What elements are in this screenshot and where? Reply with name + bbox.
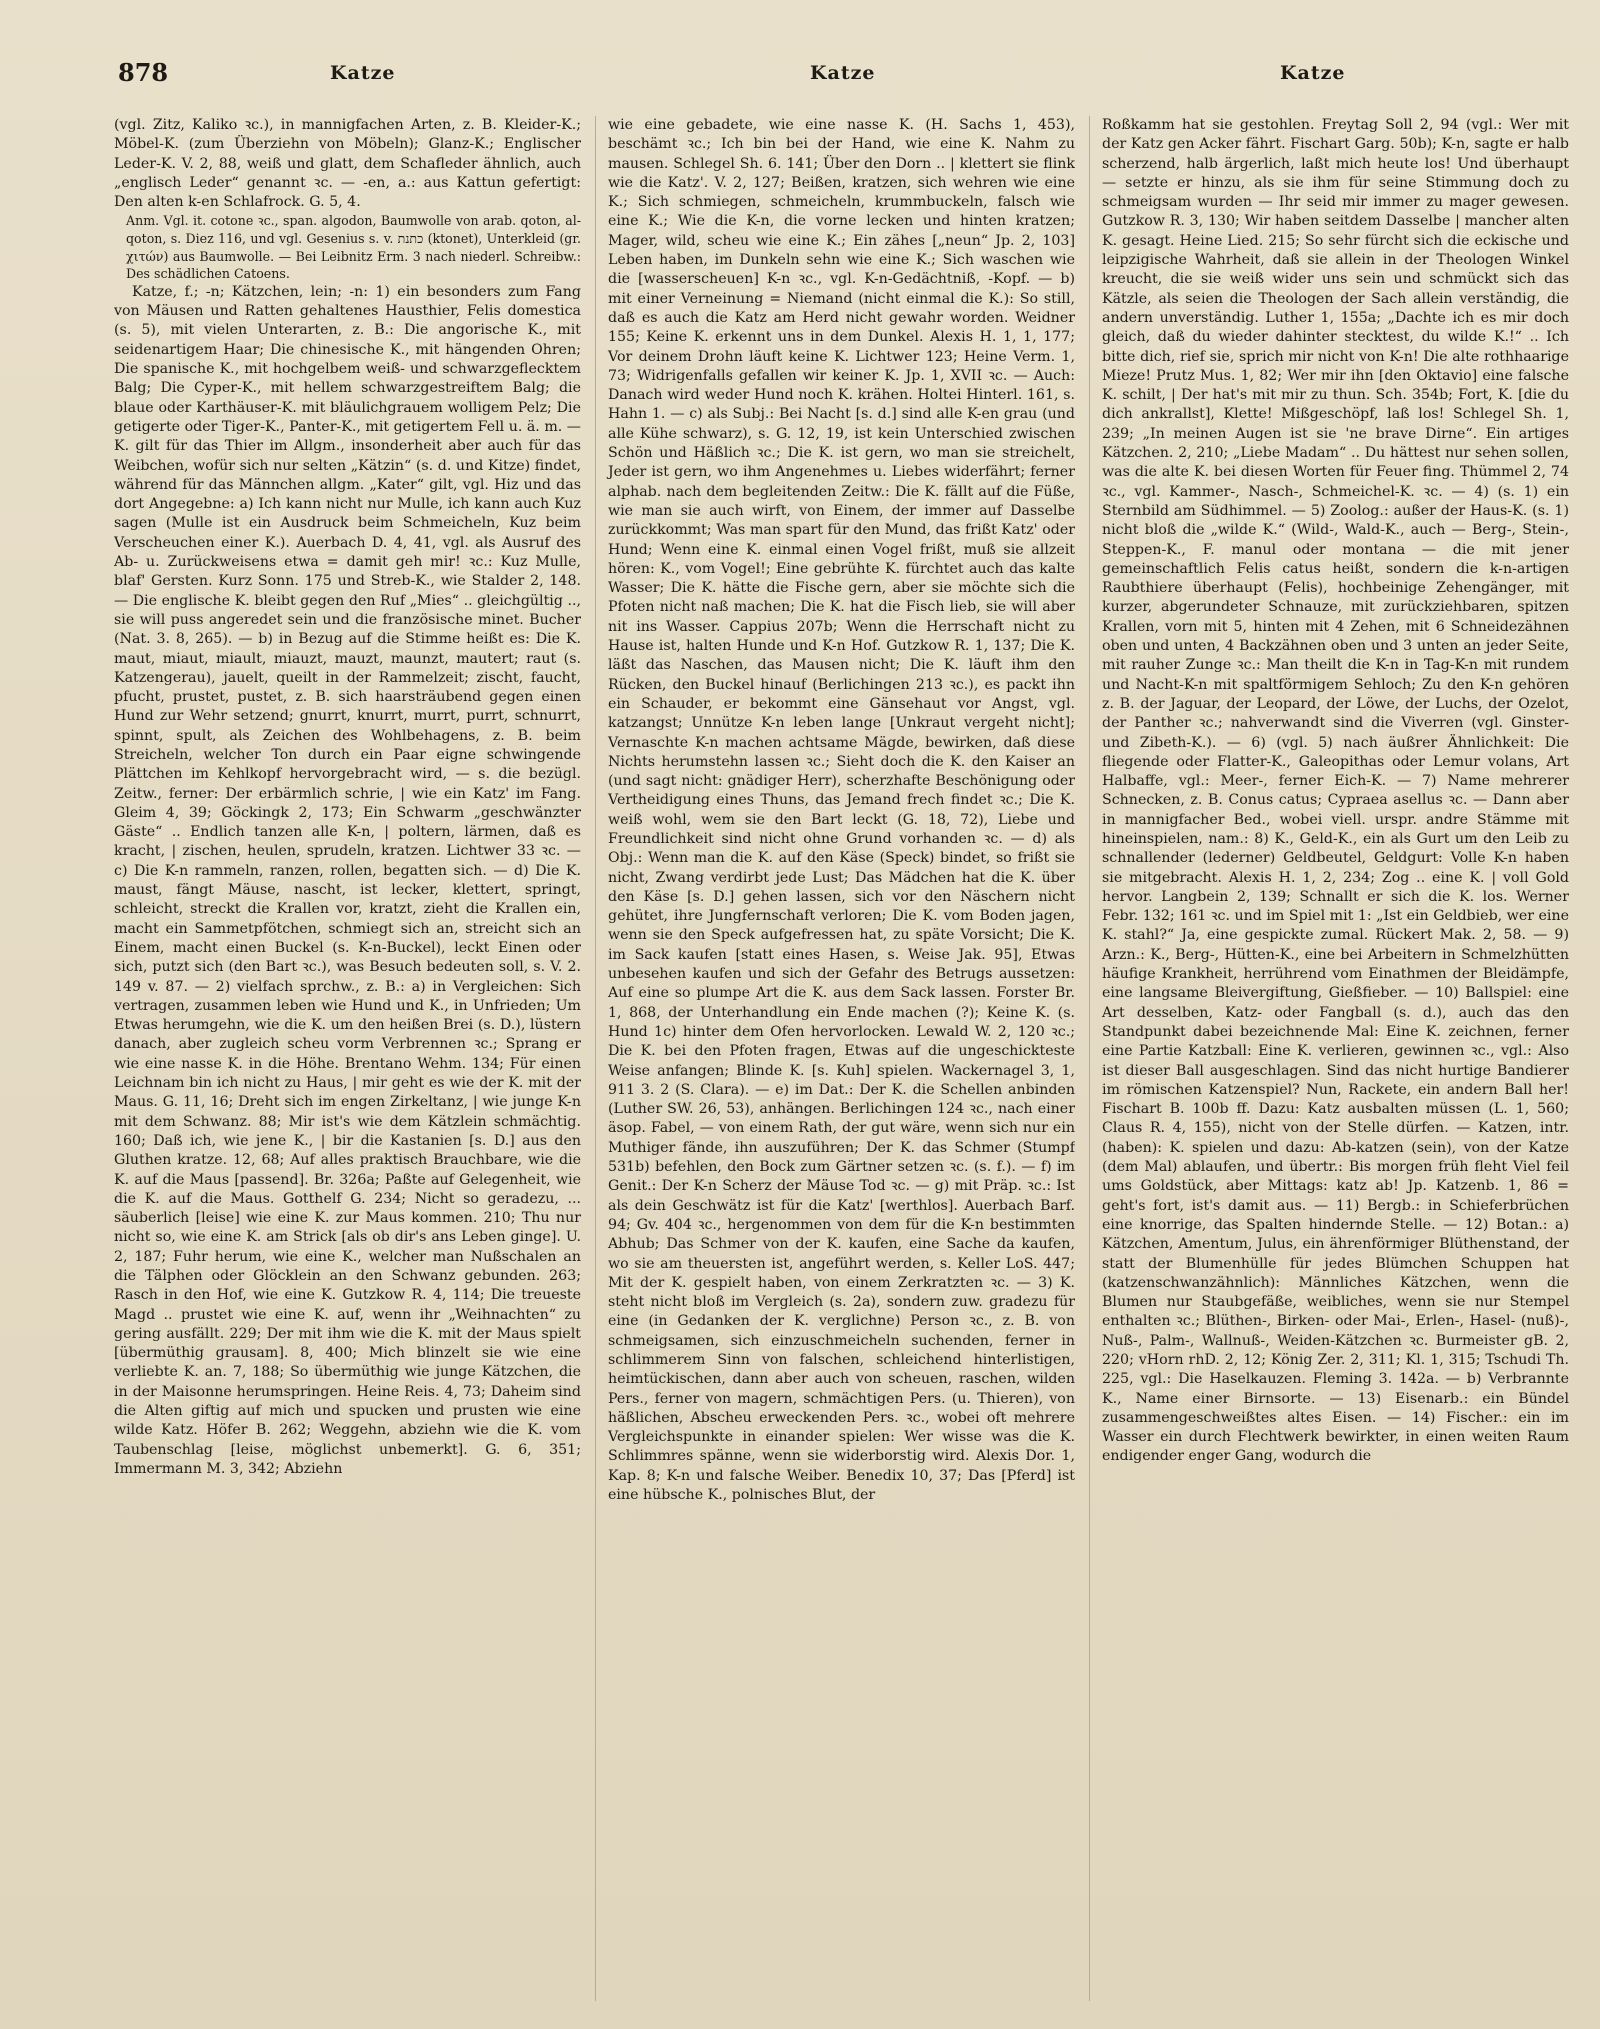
column-2 (595, 116, 1075, 2001)
text-columns (114, 116, 1569, 2001)
entry-katze-continued-2: Roßkamm hat sie gestohlen. Freytag Soll 2, 94 (vgl.: Wer mit der Katz gen Acker fährt. Fischart Garg. 50b); K-n, sagte er halb scherzend, halb ärgerlich, laßt mich heute los! Und überhaupt — setzte er hinzu, als sie ihm für seine Stimmung doch zu schmeigsam wurden — Ihr seid mir immer zu mager gewesen. Gutzkow R. 3, 130; Wir haben seitdem Dasselbe | mancher alten K. gesagt. Heine Lied. 215; So sehr fürcht sich die eckische und leipzigische Wahrheit, daß sie allein in der Theologen Winkel kreucht, die sie weiß wider uns sein und schmückt sich das Kätzle, als seien die Theologen der Sach allein verständig, die andern unverständig. Luther 1, 155a; „Dachte ich es mir doch gleich, daß du wieder dahinter stecktest, du wilde K.!“ .. Ich bitte dich, rief sie, sprich mir nicht von K-n! Die alte rothhaarige Mieze! Prutz Mus. 1, 82; Wer mir ihn [den Oktavio] eine falsche K. schilt, | Der hat's mit mir zu thun. Sch. 354b; Fort, K. [die du dich ankrallst], Klette! Mißgeschöpf, laß los! Schlegel Sh. 1, 239; „In meinen Augen ist sie 'ne brave Dirne“. Ein artiges Kätzchen. 2, 210; „Liebe Madam“ .. Du hättest nur sehen sollen, was die alte K. bei diesen Worten für Feuer fing. Thümmel 2, 74 ꝛc., vgl. Kammer-, Nasch-, Schmeichel-K. ꝛc. — 4) (s. 1) ein Sternbild am Südhimmel. — 5) Zoolog.: außer der Haus-K. (s. 1) nicht bloß die „wilde K.“ (Wild-, Wald-K., auch — Berg-, Stein-, Steppen-K., F. manul oder montana — die mit jener gemeinschaftlich Felis catus heißt, sondern die k-n-artigen Raubthiere überhaupt (Felis), hochbeinige Zehengänger, mit kurzer, abgerundeter Schnauze, mit zurückziehbaren, spitzen Krallen, vorn mit 5, hinten mit 4 Zehen, mit 6 Schneidezähnen oben und unten, 4 Backzähnen oben und 3 unten an jeder Seite, mit rauher Zunge ꝛc.: Man theilt die K-n in Tag-K-n mit rundem und Nacht-K-n mit spaltförmigem Sehloch; Zu den K-n gehören z. B. der Jaguar, der Leopard, der Löwe, der Luchs, der Ozelot, der Panther ꝛc.; nahverwandt sind die Viverren (vgl. Ginster- und Zibeth-K.). — 6) (vgl. 5) nach äußrer Ähnlichkeit: Die fliegende oder Flatter-K., Galeopithas oder Lemur volans, Art Halbaffe, vgl.: Meer-, ferner Eich-K. — 7) Name mehrerer Schnecken, z. B. Conus catus; Cypraea asellus ꝛc. — Dann aber in mannigfacher Bed., wobei viell. urspr. andre Stämme mit hineinspielen, nam.: 8) K., Geld-K., ein als Gurt um den Leib zu schnallender (lederner) Geldbeutel, Geldgurt: Volle K-n haben sie mitgebracht. Alexis H. 1, 2, 234; Zog .. eine K. | voll Gold hervor. Langbein 2, 139; Schnallt er sich die K. los. Werner Febr. 132; 161 ꝛc. und im Spiel mit 1: „Ist ein Geldbieb, wer eine K. stahl?“ Ja, eine gespickte zumal. Rückert Mak. 2, 58. — 9) Arzn.: K., Berg-, Hütten-K., eine bei Arbeitern in Schmelzhütten häufige Krankheit, herrührend vom Einathmen der Bleidämpfe, eine langsame Bleivergiftung, Gießfieber. — 10) Ballspiel: eine Art desselben, Katz- oder Fangball (s. d.), auch das den Standpunkt dabei bezeichnende Mal: Eine K. zeichnen, ferner eine Partie Katzball: Eine K. verlieren, gewinnen ꝛc., vgl.: Also ist dieser Ball ausgeschlagen. Sind das nicht hurtige Bandierer im römischen Katzenspiel? Nun, Rackete, ein andern Ball her! Fischart B. 100b ff. Dazu: Katz ausbalten müssen (L. 1, 560; Claus R. 4, 155), nicht von der Stelle dürfen. — Katzen, intr. (haben): K. spielen und dazu: Ab-katzen (sein), von der Katze (dem Mal) ablaufen, und übertr.: Bis morgen früh fleht Viel feil ums Goldstück, aber Mittags: katz ab! Jp. Katzenb. 1, 86 = geht's fort, ist's damit aus. — 11) Bergb.: in Schieferbrüchen eine knorrige, das Spalten hindernde Stelle. — 12) Botan.: a) Kätzchen, Amentum, Julus, ein ährenförmiger Blüthenstand, der statt der Blumenhülle für jedes Blümchen Schuppen hat (katzenschwanzähnlich): Männliches Kätzchen, wenn die Blumen nur Staubgefäße, weibliches, wenn sie nur Stempel enthalten ꝛc.; Blüthen-, Birken- oder Mai-, Erlen-, Hasel- (nuß)-, Nuß-, Palm-, Wallnuß-, Weiden-Kätzchen ꝛc. Burmeister gB. 2, 220; vHorn rhD. 2, 12; König Zer. 2, 311; Kl. 1, 315; Tschudi Th. 225, vgl.: Die Haselkauzen. Fleming 3. 142a. — b) Verbrannte K., Name einer Birnsorte. — 13) Eisenarb.: ein Bündel zusammengeschweißtes altes Eisen. — 14) Fischer.: ein im Wasser ein durch Flechtwerk bewirkter, in einen weiten Raum endigender enger Gang, wodurch die (1102, 117, 1569, 1465)
running-head-left: Katze (330, 62, 396, 84)
column-1 (114, 116, 581, 2001)
page-header (110, 58, 1520, 98)
running-head-center: Katze (810, 62, 876, 84)
entry-katze-continued-1: wie eine gebadete, wie eine nasse K. (H. Sachs 1, 453), beschämt ꝛc.; Ich bin bei der Hand, wie eine K. Nahm zu mausen. Schlegel Sh. 6. 141; Über den Dorn .. | klettert sie flink wie die Katz'. V. 2, 127; Beißen, kratzen, sich wehren wie eine K.; Sich schmiegen, schmeicheln, krummbuckeln, falsch wie eine K.; Wie die K-n, die vorne lecken und hinten kratzen; Mager, wild, scheu wie eine K.; Ein zähes [„neun“ Jp. 2, 103] Leben haben, im Dunkeln sehn wie eine K.; Sich waschen wie die [wasserscheuen] K-n ꝛc., vgl. K-n-Gedächtniß, -Kopf. — b) mit einer Verneinung = Niemand (nicht einmal die K.): So still, daß es auch die Katz am Herd nicht gewahr worden. Weidner 155; Keine K. erkennt uns in dem Dunkel. Alexis H. 1, 1, 177; Vor deinem Drohn läuft keine K. Lichtwer 123; Heine Verm. 1, 73; Widrigenfalls gefallen wir keiner K. Jp. 1, XVII ꝛc. — Auch: Danach wird weder Hund noch K. krähen. Holtei Hinterl. 161, s. Hahn 1. — c) als Subj.: Bei Nacht [s. d.] sind alle K-en grau (und alle Kühe schwarz), s. G. 12, 19, ist kein Unterschied zwischen Schön und Häßlich ꝛc.; Die K. ist gern, wo man sie streichelt, Jeder ist gern, wo ihm Angenehmes u. Liebes widerfährt; ferner alphab. nach dem begleitenden Zeitw.: Die K. fällt auf die Füße, wie man sie auch wirft, von Einem, der immer auf Dasselbe zurückkommt; Was man spart für den Mund, das frißt Katz' oder Hund; Wenn eine K. einmal einen Vogel frißt, muß sie allzeit hören: K., vom Vogel!; Eine gebrühte K. fürchtet auch das kalte Wasser; Die K. hätte die Fische gern, aber sie möchte sich die Pfoten nicht naß machen; Die K. hat die Fisch lieb, sie will aber nit ins Wasser. Cappius 207b; Wenn die Herrschaft nicht zu Hause ist, halten Hunde und K-n Hof. Gutzkow R. 1, 137; Die K. läßt das Naschen, das Mausen nicht; Die K. läuft ihm den Rücken, den Buckel hinauf (Berlichingen 213 ꝛc.), es packt ihn ein Schauder, er bekommt eine Gänsehaut vor Angst, vgl. katzangst; Unnütze K-n leben lange [Unkraut vergeht nicht]; Vernaschte K-n machen achtsame Mägde, bewirken, daß diese Nichts herumstehn lassen ꝛc.; Sieht doch die K. den Kaiser an (und sagt nicht: gnädiger Herr), scherzhafte Beschönigung oder Vertheidigung eines Thuns, das Jemand frech findet ꝛc.; Die K. weiß wohl, wem sie den Bart leckt (G. 18, 72), Liebe und Freundlichkeit sind nicht ohne Grund vorhanden ꝛc. — d) als Obj.: Wenn man die K. auf den Käse (Speck) bindet, so frißt sie nicht, Zwang verdirbt jede Lust; Das Mädchen hat die K. über den Käse [s. D.] gehen lassen, sich vor den Näschern nicht gehütet, ihre Jungfernschaft verloren; Die K. vom Boden jagen, wenn sie den Speck aufgefressen hat, zu späte Vorsicht; Die K. im Sack kaufen [statt eines Hasen, s. Weise Jak. 95], Etwas unbesehen kaufen und sich der Gefahr des Betrugs aussetzen: Auf eine so plumpe Art die K. aus dem Sack lassen. Forster Br. 1, 868, der Unterhandlung ein Ende machen (?); Keine K. (s. Hund 1c) hinter dem Ofen hervorlocken. Lewald W. 2, 120 ꝛc.; Die K. bei den Pfoten fragen, Etwas auf die ungeschickteste Weise anfangen; Blinde K. [s. Kuh] spielen. Wackernagel 3, 1, 911 3. 2 (S. Clara). — e) im Dat.: Der K. die Schellen anbinden (Luther SW. 26, 53), anhängen. Berlichingen 124 ꝛc., nach einer äsop. Fabel, — von einem Rath, der gut wäre, wenn sich nur ein Muthiger fände, ihn auszuführen; Der K. das Schmer (Stumpf 531b) befehlen, den Bock zum Gärtner setzen ꝛc. (s. f.). — f) im Genit.: Der K-n Scherz der Mäuse Tod ꝛc. — g) mit Präp. ꝛc.: Ist als dein Geschwätz ist für die Katz' [werthlos]. Auerbach Barf. 94; Gv. 404 ꝛc., hergenommen von dem für die K-n bestimmten Abhub; Das Schmer von der K. kaufen, eine Sache da kaufen, wo sie am theuersten ist, angeführt werden, s. Keller LoS. 447; Mit der K. gespielt haben, von einem Zerkratzten ꝛc. — 3) K. steht nicht bloß im Vergleich (s. 2a), sondern zuw. gradezu für eine (in Gedanken der K. verglichne) Person ꝛc., z. B. von schmeigsamen, sich einzuschmeicheln suchenden, ferner in schlimmerem Sinn von falschen, schleichend hinterlistigen, heimtückischen, dann aber auch von scheuen, raschen, wilden Pers., ferner von magern, schmächtigen Pers. (u. Thieren), von häßlichen, Abscheu erweckenden Pers. ꝛc., wobei oft mehrere Vergleichspunkte in einander spielen: Wer wisse was die K. Schlimmres spänne, wenn sie widerborstig wird. Alexis Dor. 1, Kap. 8; K-n und falsche Weiber. Benedix 10, 37; Das [Pferd] ist eine hübsche K., polnisches Blut, der (608, 117, 1075, 1504)
column-3 (1089, 116, 1569, 2001)
running-head-right: Katze (1280, 62, 1346, 84)
entry-kattun-continued: (vgl. Zitz, Kaliko ꝛc.), in mannigfachen Arten, z. B. Kleider-K.; Möbel-K. (zum Überziehn von Möbeln); Glanz-K.; Englischer Leder-K. V. 2, 88, weiß und glatt, dem Schafleder ähnlich, auch „englisch Leder“ genannt ꝛc. — -en, a.: aus Kattun gefertigt: Den alten k-en Schlafrock. G. 5, 4. (114, 117, 581, 211)
entry-katze: Katze, f.; -n; Kätzchen, lein; -n: 1) ein besonders zum Fang von Mäusen und Ratten gehaltenes Hausthier, Felis domestica (s. 5), mit vielen Unterarten, z. B.: Die angorische K., mit seidenartigem Haar; Die chinesische K., mit hängenden Ohren; Die spanische K., mit hochgelbem weiß- und schwarzgeflecktem Balg; Die Cyper-K., mit hellem schwarzgestreiftem Balg; die blaue oder Karthäuser-K. mit bläulichgrauem wolligem Pelz; Die getigerte oder Tiger-K., Panter-K., mit getigertem Fell u. ä. m. — K. gilt für das Thier im Allgm., insonderheit aber auch für das Weibchen, wofür sich nur selten „Kätzin“ (s. d. und Kitze) findet, während für das Männchen allgm. „Kater“ gilt, vgl. Hiz und das dort Angegebne: a) Ich kann nicht nur Mulle, ich kann auch Kuz sagen (Mulle ist ein Ausdruck beim Schmeicheln, Kuz beim Verscheuchen einer K.). Auerbach D. 4, 41, vgl. als Ausruf des Ab- u. Zurückweisens etwa = damit geh mir! ꝛc.: Kuz Mulle, blaf' Gersten. Kurz Sonn. 175 und Streb-K., wie Stalder 2, 148. — Die englische K. bleibt gegen den Ruf „Mies“ .. gleichgültig .., sie will puss angeredet sein und die französische minet. Bucher (Nat. 3. 8, 265). — b) in Bezug auf die Stimme heißt es: Die K. maut, miaut, miault, miauzt, mauzt, maunzt, mautert; raut (s. Katzengerau), jauelt, queilt in der Rammelzeit; zischt, faucht, pfucht, prustet, pustet, z. B. sich haarsträubend gegen einen Hund zur Wehr setzend; gnurrt, knurrt, murrt, purrt, schnurrt, spinnt, spult, als Zeichen des Wohlbehagens, z. B. beim Streicheln, welcher Ton durch ein Paar eigne schwingende Plättchen im Kehlkopf hervorgebracht wird, — s. die bezügl. Zeitw., ferner: Der erbärmlich schrie, | wie ein Katz' im Fang. Gleim 4, 39; Göckingk 2, 173; Ein Schwarm „geschwänzter Gäste“ .. Endlich tanzen alle K-n, | poltern, lärmen, daß es kracht, | zischen, heulen, sprudeln, kratzen. Lichtwer 33 ꝛc. — c) Die K-n rammeln, ranzen, rollen, begatten sich. — d) Die K. maust, fängt Mäuse, nascht, ist lecker, klettert, springt, schleicht, streckt die Krallen vor, kratzt, zieht die Krallen ein, macht ein Sammetpfötchen, schmiegt sich an, streicht sich an Einem, macht einen Buckel (s. K-n-Buckel), leckt Einen oder sich, putzt sich (den Bart ꝛc.), was Besuch bedeuten soll, s. V. 2. 149 v. 87. — 2) vielfach sprchw., z. B.: a) in Vergleichen: Sich vertragen, zusammen leben wie Hund und K., in Unfrieden; Um Etwas herumgehn, wie die K. um den heißen Brei (s. D.), lüstern danach, aber zugleich scheu vorm Verbrennen ꝛc.; Sprang er wie eine nasse K. in die Höhe. Brentano Wehm. 134; Für einen Leichnam bin ich nicht zu Haus, | mir geht es wie der K. mit der Maus. G. 11, 16; Dreht sich im engen Zirkeltanz, | wie junge K-n mit dem Schwanz. 88; Mir ist's wie dem Kätzlein schmächtig. 160; Daß ich, wie jene K., | bir die Kastanien [s. D.] aus den Gluthen kratze. 12, 68; Auf alles praktisch Brauchbare, wie die K. auf die Maus [passend]. Br. 326a; Paßte auf Gelegenheit, wie die K. auf die Maus. Gotthelf G. 234; Nicht so geradezu, ... säuberlich [leise] wie eine K. zur Maus kommen. 210; Thu nur nicht so, wie eine K. am Strick [als ob dir's ans Leben ginge]. U. 2, 187; Fuhr herum, wie eine K., welcher man Nußschalen an die Tälphen oder Glöcklein an den Schwanz gebunden. 263; Rasch in den Hof, wie eine K. Gutzkow R. 4, 114; Die treueste Magd .. prustet wie eine K. auf, wenn ihr „Weihnachten“ zu gering ausfällt. 229; Der mit ihm wie die K. mit der Maus spielt [übermüthig grausam]. 8, 400; Mich blinzelt sie wie eine verliebte K. an. 7, 188; So übermüthig wie junge Kätzchen, die in der Maisonne herumspringen. Heine Reis. 4, 73; Daheim sind die Alten giftig auf mich und spucken und prusten wie eine wilde Katz. Höfer B. 262; Weggehn, abziehn wie die K. vom Taubenschlag [leise, möglichst unbemerkt]. G. 6, 351; Immermann M. 3, 342; Abziehn (114, 283, 581, 1477)
entry-kattun-note: Anm. Vgl. it. cotone ꝛc., span. algodon, Baumwolle von arab. qoton, al-qoton, s. Diez 116, und vgl. Gesenius s. v. כתנת (ktonet), Unterkleid (gr. χιτών) aus Baumwolle. — Bei Leibnitz Erm. 3 nach niederl. Schreibw.: Des schädlichen Catoens. (126, 213, 581, 282)
page-number: 878 (118, 58, 169, 87)
